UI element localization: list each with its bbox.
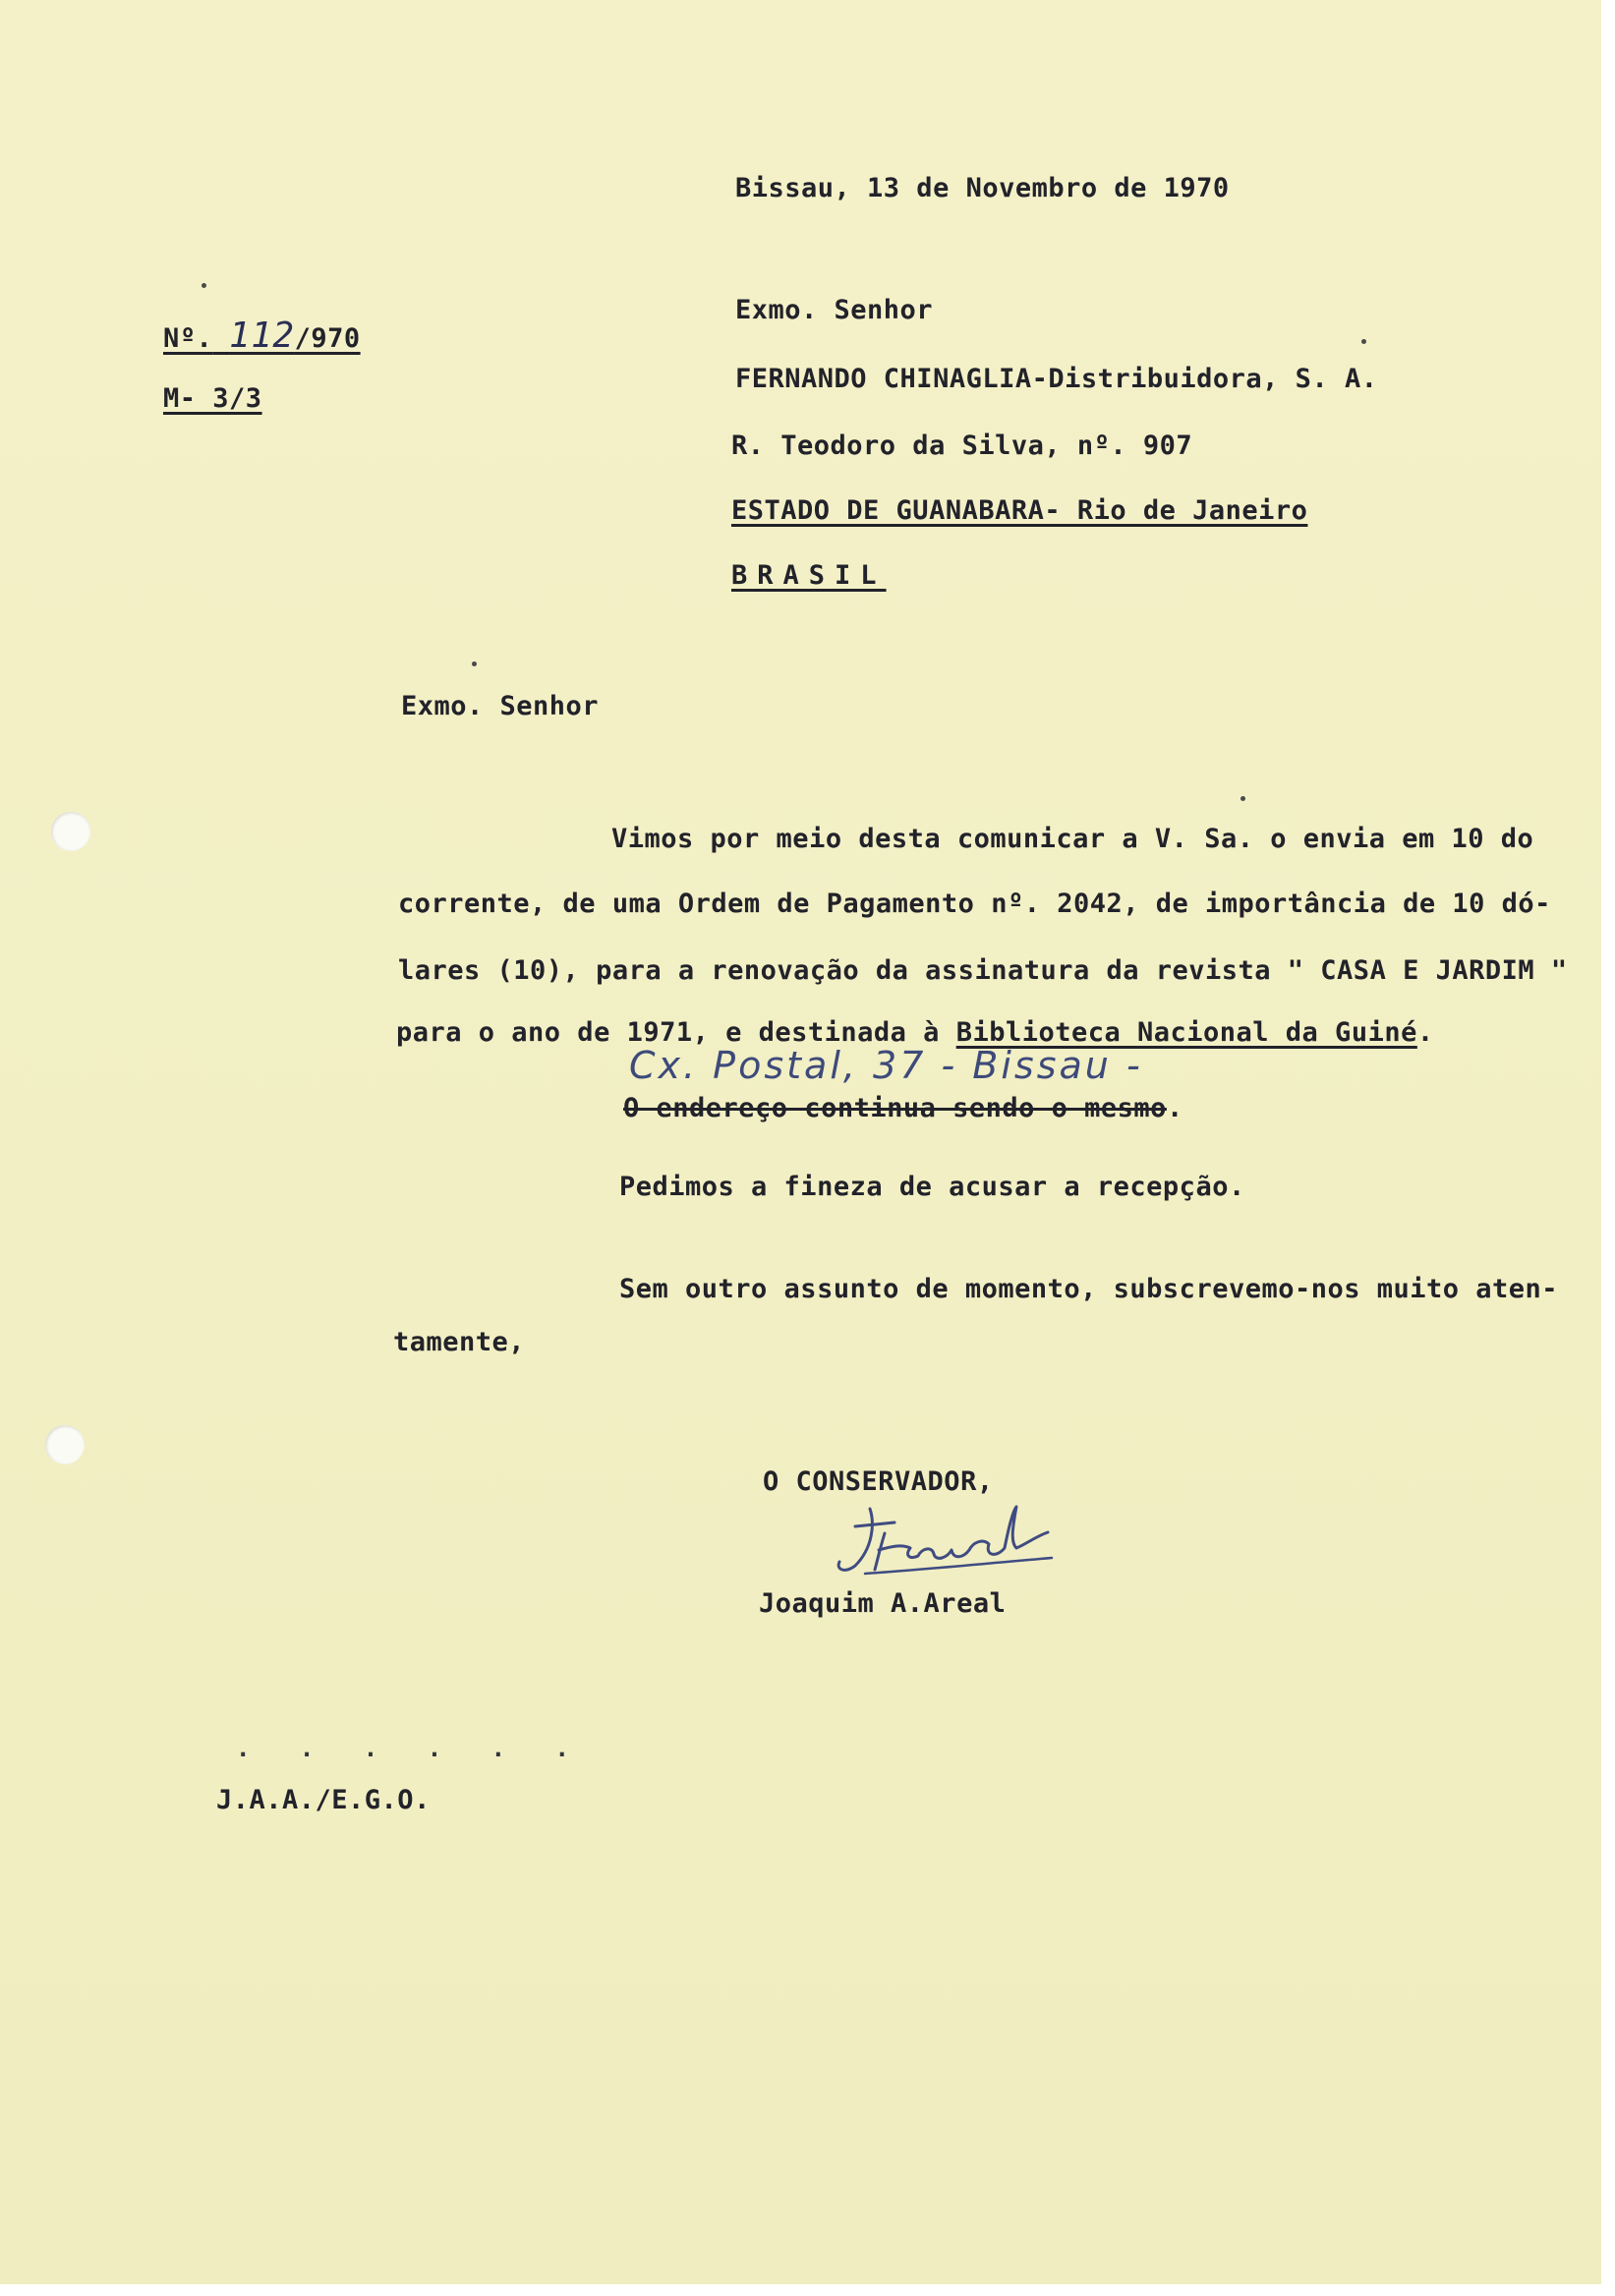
- library-name: Biblioteca Nacional da Guiné: [955, 1017, 1417, 1048]
- body-p1-line4-end: .: [1416, 1017, 1434, 1048]
- punch-hole-top: [51, 812, 90, 851]
- recipient-street: R. Teodoro da Silva, nº. 907: [731, 430, 1193, 461]
- speck: [202, 283, 206, 288]
- closing-title: O CONSERVADOR,: [763, 1466, 994, 1497]
- reference-number: [163, 316, 361, 356]
- speck: [472, 661, 477, 666]
- place-date: Bissau, 13 de Novembro de 1970: [735, 173, 1230, 203]
- body-p1-line1: Vimos por meio desta comunicar a V. Sa. o envia em 10 do: [611, 824, 1534, 854]
- signature-image: [816, 1479, 1071, 1587]
- reference-suffix: /970: [294, 323, 361, 354]
- reference-prefix: Nº.: [163, 323, 213, 354]
- typist-initials: J.A.A./E.G.O.: [216, 1785, 431, 1815]
- punch-hole-bottom: [45, 1425, 85, 1464]
- signatory-name: Joaquim A.Areal: [759, 1588, 1007, 1619]
- scan-edge-right: [1601, 0, 1615, 2296]
- body-p3-line1: Sem outro assunto de momento, subscrevemo-nos muito aten-: [619, 1274, 1559, 1304]
- file-code: M- 3/3: [163, 383, 262, 414]
- struck-line-end: .: [1166, 1093, 1183, 1123]
- reference-handwritten: 112: [229, 316, 295, 356]
- body-p1-line4-start: para o ano de 1971, e destinada à: [396, 1017, 956, 1048]
- scan-edge-bottom: [0, 2284, 1615, 2296]
- struck-text: O endereço continua sendo o mesmo: [623, 1093, 1167, 1123]
- body-p1-line2: corrente, de uma Ordem de Pagamento nº. 2042, de importância de 10 dó-: [398, 889, 1551, 919]
- greeting: Exmo. Senhor: [401, 691, 600, 721]
- dotted-line: . . . . . .: [236, 1735, 587, 1762]
- speck: [1240, 796, 1245, 801]
- recipient-company: FERNANDO CHINAGLIA-Distribuidora, S. A.: [735, 364, 1378, 394]
- recipient-region: ESTADO DE GUANABARA- Rio de Janeiro: [731, 495, 1308, 526]
- speck: [1361, 339, 1366, 344]
- recipient-country: BRASIL: [731, 560, 887, 591]
- body-p3-line2: tamente,: [393, 1327, 526, 1357]
- recipient-salutation: Exmo. Senhor: [735, 295, 934, 325]
- struck-line: [623, 1093, 1183, 1124]
- handwritten-address: Cx. Postal, 37 - Bissau -: [629, 1044, 1143, 1087]
- body-p2: Pedimos a fineza de acusar a recepção.: [619, 1172, 1245, 1202]
- body-p1-line3: lares (10), para a renovação da assinatura da revista " CASA E JARDIM ": [398, 955, 1568, 986]
